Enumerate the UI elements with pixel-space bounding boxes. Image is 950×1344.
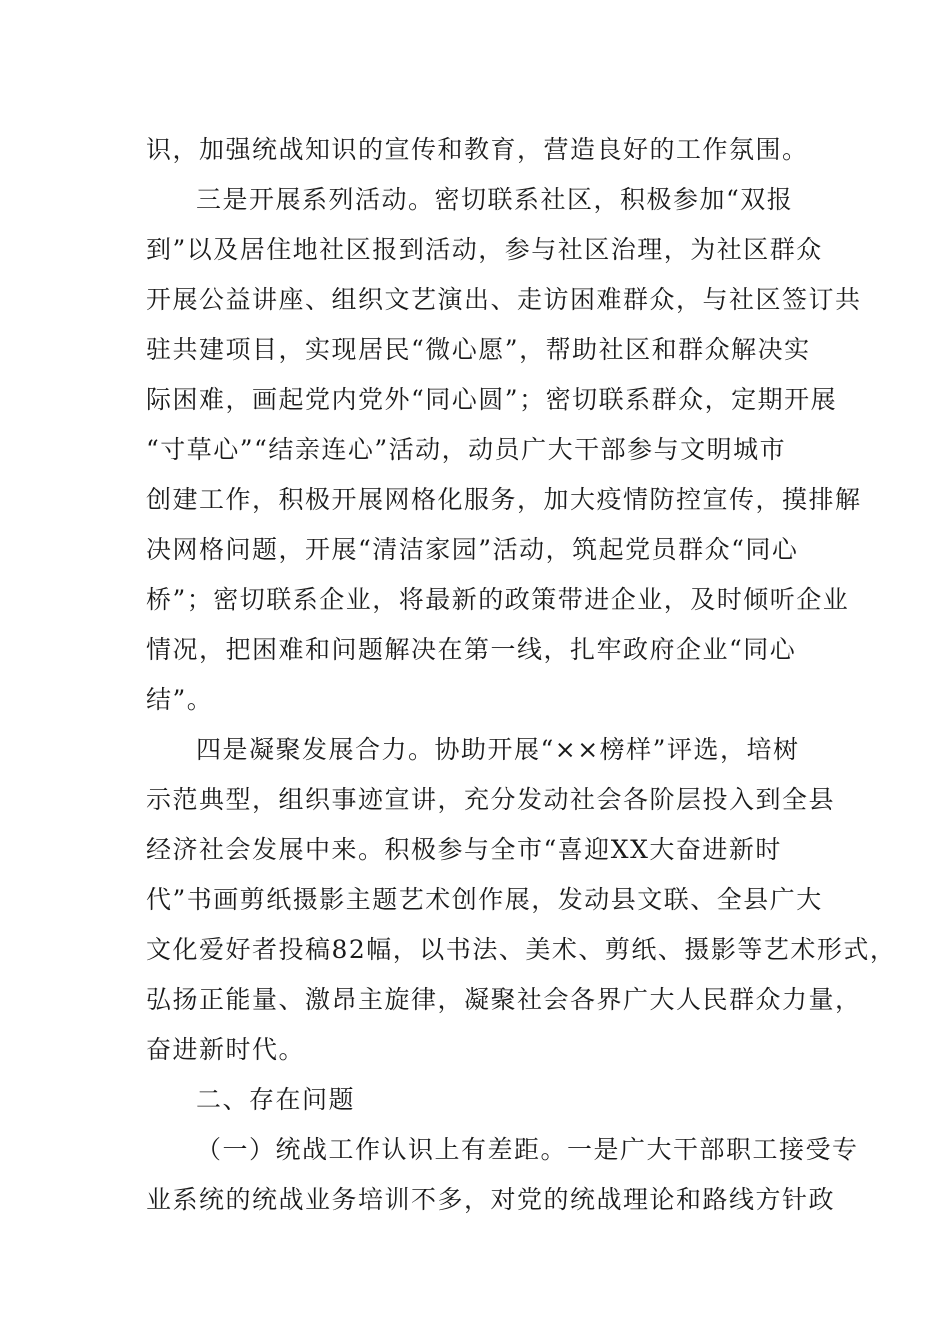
text-line: 际困难，画起党内党外“同心圆”；密切联系群众，定期开展 [146, 385, 838, 414]
text-line: 到”以及居住地社区报到活动，参与社区治理，为社区群众 [146, 235, 823, 264]
text-line: 代”书画剪纸摄影主题艺术创作展，发动县文联、全县广大 [146, 885, 823, 914]
text-line: 情况，把困难和问题解决在第一线，扎牢政府企业“同心 [146, 635, 797, 664]
text-line: 驻共建项目，实现居民“微心愿”，帮助社区和群众解决实 [146, 335, 811, 364]
text-line: 示范典型，组织事迹宣讲，充分发动社会各阶层投入到全县 [146, 785, 836, 814]
text-line: 决网格问题，开展“清洁家园”活动，筑起党员群众“同心 [146, 535, 799, 564]
paragraph-four-start: 四是凝聚发展合力。协助开展“××榜样”评选，培树 [196, 735, 800, 764]
text-line: 开展公益讲座、组织文艺演出、走访困难群众，与社区签订共 [146, 285, 862, 314]
text-line: 桥”；密切联系企业，将最新的政策带进企业，及时倾听企业 [146, 585, 850, 614]
text-line: 识，加强统战知识的宣传和教育，营造良好的工作氛围。 [146, 135, 809, 164]
text-line: “寸草心”“结亲连心”活动，动员广大干部参与文明城市 [146, 435, 787, 464]
text-line: 创建工作，积极开展网格化服务，加大疫情防控宣传，摸排解 [146, 485, 862, 514]
text-line: 结”。 [146, 685, 214, 714]
text-line: 文化爱好者投稿82幅，以书法、美术、剪纸、摄影等艺术形式， [146, 935, 897, 964]
text-line: 弘扬正能量、激昂主旋律，凝聚社会各界广大人民群众力量， [146, 985, 862, 1014]
text-line: 经济社会发展中来。积极参与全市“喜迎XX大奋进新时 [146, 835, 782, 864]
text-line: 业系统的统战业务培训不多，对党的统战理论和路线方针政 [146, 1185, 836, 1214]
text-line: 奋进新时代。 [146, 1035, 306, 1064]
subsection-start: （一）统战工作认识上有差距。一是广大干部职工接受专 [196, 1135, 859, 1164]
paragraph-three-start: 三是开展系列活动。密切联系社区，积极参加“双报 [196, 185, 794, 214]
section-heading: 二、存在问题 [196, 1085, 356, 1114]
